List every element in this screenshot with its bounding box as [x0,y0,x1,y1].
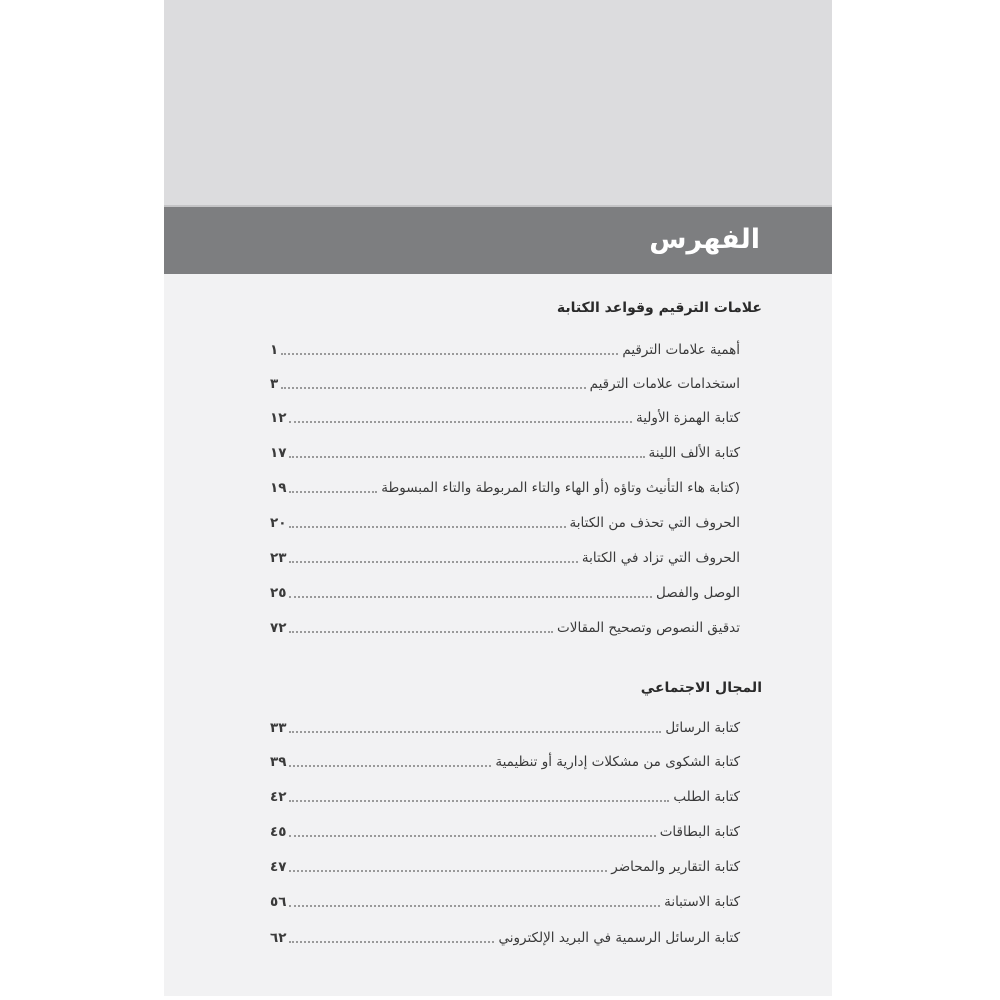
toc-entry-label: استخدامات علامات الترقيم [589,376,740,392]
toc-entry-label: كتابة الشكوى من مشكلات إدارية أو تنظيمية [495,754,740,770]
toc-entry[interactable] [270,374,740,394]
toc-entry-page: ١ [270,342,279,358]
toc-entry[interactable] [270,857,740,877]
dot-leader [289,561,577,563]
toc-entry[interactable] [270,718,740,738]
toc-entry-label: كتابة الاستبانة [664,894,740,910]
toc-entry[interactable] [270,478,740,498]
toc-entry-page: ١٧ [270,445,287,461]
toc-entry-label: الحروف التي تحذف من الكتابة [569,515,740,531]
page-title: الفهرس [649,224,760,255]
toc-entry-label: الحروف التي تزاد في الكتابة [581,550,740,566]
toc-entry-label: (كتابة هاء التأنيث وتاؤه (أو الهاء والتاء المربوطة والتاء المبسوطة [381,480,740,496]
toc-entry[interactable] [270,548,740,568]
toc-entry-label: أهمية علامات الترقيم [622,342,740,358]
toc-entry-page: ٢٠ [270,515,287,531]
dot-leader [289,835,655,837]
section-header: المجال الاجتماعي [640,680,762,696]
toc-entry-page: ٣٣ [270,720,287,736]
dot-leader [289,765,491,767]
toc-entry-page: ١٢ [270,410,287,426]
toc-entry[interactable] [270,340,740,360]
toc-entry[interactable] [270,928,740,948]
dot-leader [281,387,585,389]
toc-page [164,0,832,996]
section-header: علامات الترقيم وقواعد الكتابة [556,300,762,316]
toc-entry-page: ٢٥ [270,585,287,601]
toc-entry-page: ١٩ [270,480,287,496]
dot-leader [289,631,553,633]
dot-leader [281,353,618,355]
toc-entry-page: ٣٩ [270,754,287,770]
toc-entry-label: كتابة الهمزة الأولية [636,410,740,426]
toc-entry[interactable] [270,822,740,842]
toc-entry-page: ٥٦ [270,894,287,910]
toc-entry-page: ٢٣ [270,550,287,566]
toc-entry[interactable] [270,583,740,603]
toc-entry-label: تدقيق النصوص وتصحيح المقالات [557,620,740,636]
toc-entry[interactable] [270,892,740,912]
toc-entry-label: كتابة البطاقات [659,824,740,840]
dot-leader [289,800,669,802]
dot-leader [289,421,632,423]
toc-entry-page: ٣ [270,376,279,392]
toc-entry-label: الوصل والفصل [656,585,740,601]
dot-leader [289,526,565,528]
toc-entry-label: كتابة الرسائل الرسمية في البريد الإلكتروني [498,930,740,946]
toc-entry-label: كتابة الطلب [673,789,740,805]
toc-entry[interactable] [270,443,740,463]
dot-leader [289,456,644,458]
table-of-contents [164,0,832,996]
toc-entry[interactable] [270,618,740,638]
toc-entry[interactable] [270,752,740,772]
toc-entry[interactable] [270,513,740,533]
toc-entry-page: ٤٥ [270,824,287,840]
toc-entry-label: كتابة الرسائل [665,720,740,736]
dot-leader [289,870,607,872]
toc-entry[interactable] [270,408,740,428]
toc-entry-label: كتابة الألف اللينة [648,445,740,461]
dot-leader [289,731,661,733]
toc-entry[interactable] [270,787,740,807]
toc-entry-page: ٤٧ [270,859,287,875]
toc-entry-label: كتابة التقارير والمحاضر [611,859,740,875]
dot-leader [289,905,660,907]
dot-leader [289,596,652,598]
dot-leader [289,941,494,943]
toc-entry-page: ٧٢ [270,620,287,636]
dot-leader [289,491,377,493]
toc-entry-page: ٦٢ [270,930,287,946]
toc-entry-page: ٤٢ [270,789,287,805]
